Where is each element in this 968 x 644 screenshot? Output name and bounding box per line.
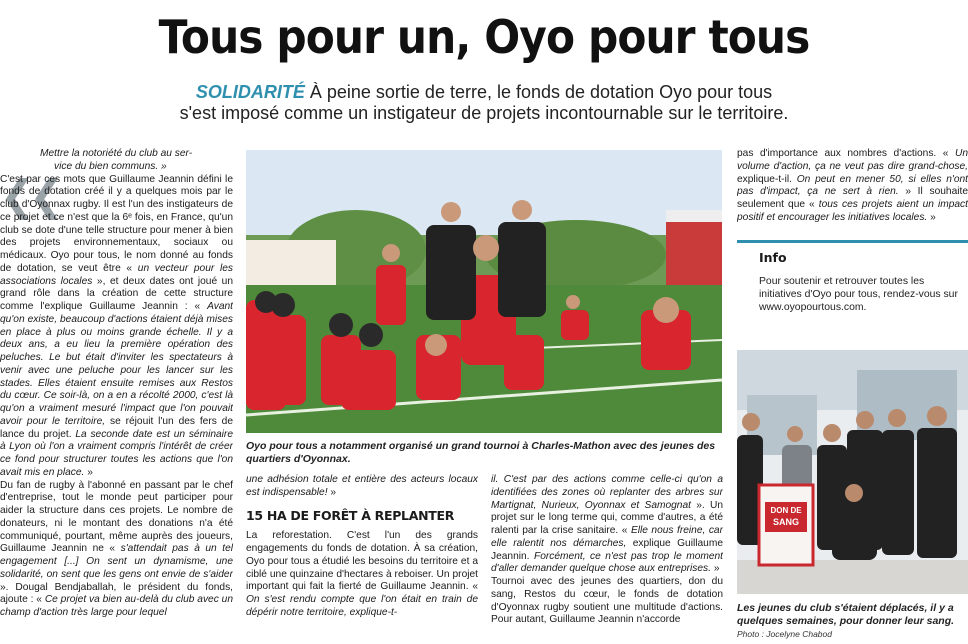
- blood-donation-photo-caption: [737, 602, 968, 641]
- blood-donation-photo: [737, 350, 968, 594]
- quote-mark-icon: ❮❮: [0, 171, 59, 220]
- col1-quote-c: La seconde date est un séminaire à Lyon où l'on a vraiment compris l'intérêt de créer ce fond pour structurer toutes les actions que l'on avait mis en place.: [0, 428, 233, 478]
- col3-quote-b: On peut en mener 50, si elles n'ont pas d'impact, ça ne sert à rien.: [737, 173, 968, 198]
- col1-text-d: »: [84, 466, 93, 478]
- col1-quote-a: un vecteur pour les associations locales: [0, 262, 233, 287]
- col3-quote-c: tous ces projets aient un impact positif et encourager les initiatives locales.: [737, 199, 968, 223]
- col1-text-b: », et deux dates ont joué un grand rôle dans la création de cette structure comme l'explique Guillaume Jeannin : «: [0, 275, 233, 312]
- section-subhead: 15 HA DE FORÊT À REPLANTER: [246, 507, 455, 523]
- mid1-quote-b: On s'est rendu compte que l'on était en train de dépérir notre territoire, explique-t-: [246, 594, 478, 618]
- standfirst-line-1: À peine sortie de terre, le fonds de dotation Oyo pour tous: [304, 82, 773, 102]
- col1-quote-d: s'attendait pas à un tel engagement [...] On sent un dynamisme, une solidarité, on sent que les gens ont envie de s'aider: [0, 543, 233, 580]
- article-column-2: [246, 474, 478, 644]
- article-column-1: [0, 148, 233, 644]
- col3-text-d: »: [927, 211, 936, 223]
- headline: Tous pour un, Oyo pour tous: [158, 10, 810, 64]
- col1-text-f: ». Dougal Bendjaballah, le président du fonds, ajoute : «: [0, 581, 233, 606]
- blood-donation-photo-illustration: [737, 350, 968, 594]
- mid2-quote-c: Forcément, ce n'est pas trop le moment d'aller demander quelque chose aux entreprises.: [491, 550, 723, 575]
- info-box: [737, 240, 968, 320]
- article-column-3: [491, 474, 723, 644]
- blood-donation-caption-text: Les jeunes du club s'étaient déplacés, il y a quelques semaines, pour donner leur sang.: [737, 602, 955, 627]
- col3-quote-a: Un volume d'action, ça ne veut pas dire grand-chose,: [737, 148, 968, 172]
- tournament-photo-caption: Oyo pour tous a notamment organisé un grand tournoi à Charles-Mathon avec des jeunes des quartiers d'Oyonnax.: [246, 440, 716, 465]
- col3-text-c: » Il souhaite seulement que «: [737, 186, 968, 210]
- mid2-quote-a: il. C'est par des actions comme celle-ci qu'on a identifiées des zones où replanter des arbres sur Martignat, Nurieux, Oyonnax et Samognat: [491, 474, 723, 511]
- col3-text-a: pas d'importance aux nombres d'actions. «: [737, 148, 955, 159]
- standfirst-line-2: s'est imposé comme un instigateur de projets incontournable sur le territoire.: [179, 103, 789, 123]
- info-title: Info: [759, 250, 787, 265]
- col1-text-a: C'est par ces mots que Guillaume Jeannin défini le fonds de dotation créé il y a quelques mois par le club d'Oyonnax rugby. Il est l'un des instigateurs de ce projet et ce n'est que la 6ᵉ fois, en France, qu'un club se dote d'une telle structure pour mener à bien des projets environnementaux, sociaux ou médicaux. Oyo pour tous, le nom donné au fonds de dotation, se veut être «: [0, 173, 233, 274]
- col1-text-e: Du fan de rugby à l'abonné en passant par le chef d'entreprise, tout le monde peut participer pour aider la structure dans ces projets. Le nombre de donateurs, ni le montant des donations n'a été communiqué, pourtant, même auprès des joueurs, Guillaume Jeannin ne «: [0, 479, 233, 555]
- mid1-quote-a: une adhésion totale et entière des acteurs locaux est indispensable!: [246, 474, 478, 498]
- mid1-text-a: »: [327, 486, 337, 498]
- col1-quote-b: Avant qu'on existe, beaucoup d'actions étaient déjà mises en place à plus ou moins grande échelle. Il y a deux ans, a eu lieu la première opération des peluches. Le but était d'inviter les spectateurs à venir avec une peluche pour les lancer sur les stades. Elles étaient ensuite remises aux Restos du cœur. Ce soir-là, on a en a récolté 2000, c'est là qu'on a vraiment mesuré l'impact que l'on pouvait avoir pour le territoire,: [0, 301, 233, 427]
- mid2-text-a: ». Un projet sur le long terme qui, comme d'autres, a été ralenti par la crise sanitaire. «: [491, 499, 723, 536]
- opening-quote-line-1: Mettre la notoriété du club au ser-: [40, 148, 193, 159]
- mid1-text-b: La reforestation. C'est l'un des grands engagements du fonds de dotation. À sa création, Oyo pour tous a étudié les besoins du territoire et a ciblé une quinzaine d'hectares à reboiser. Un projet important qui fait la fierté de Guillaume Jeannin. «: [246, 530, 478, 593]
- kicker: SOLIDARITÉ: [195, 82, 305, 102]
- photo-credit: Photo : Jocelyne Chabod: [737, 629, 832, 639]
- mid2-text-d: Tournoi avec des jeunes des quartiers, don du sang, Restos du cœur, le fonds de dotation d'Oyonnax rugby soutient une multitude d'actions. Pour autant, Guillaume Jeannin n'accorde: [491, 576, 723, 626]
- col1-text-c: se réjouit l'un des fers de lance du projet.: [0, 415, 233, 440]
- tournament-photo-illustration: [246, 150, 722, 433]
- article-column-4: [737, 148, 968, 228]
- col3-text-b: explique-t-il.: [737, 173, 797, 185]
- opening-quote-line-2: vice du bien communs. »: [54, 160, 167, 172]
- mid2-quote-b: Elle nous freine, car elle ralentit nos démarches,: [491, 525, 723, 549]
- sign-text-line-2: SANG: [772, 517, 800, 527]
- standfirst: [150, 82, 818, 124]
- col1-quote-e: Ce projet va bien au-delà du club avec un champ d'action très large pour lequel: [0, 594, 233, 618]
- sign-text-line-1: DON DE: [770, 506, 802, 515]
- info-rule: [737, 240, 968, 243]
- mid2-text-c: »: [710, 563, 720, 575]
- info-text: Pour soutenir et retrouver toutes les initiatives d'Oyo pour tous, rendez-vous sur www.oyopourtous.com.: [759, 276, 958, 313]
- mid2-text-b: explique Guillaume Jeannin.: [491, 537, 723, 562]
- tournament-photo: [246, 150, 722, 433]
